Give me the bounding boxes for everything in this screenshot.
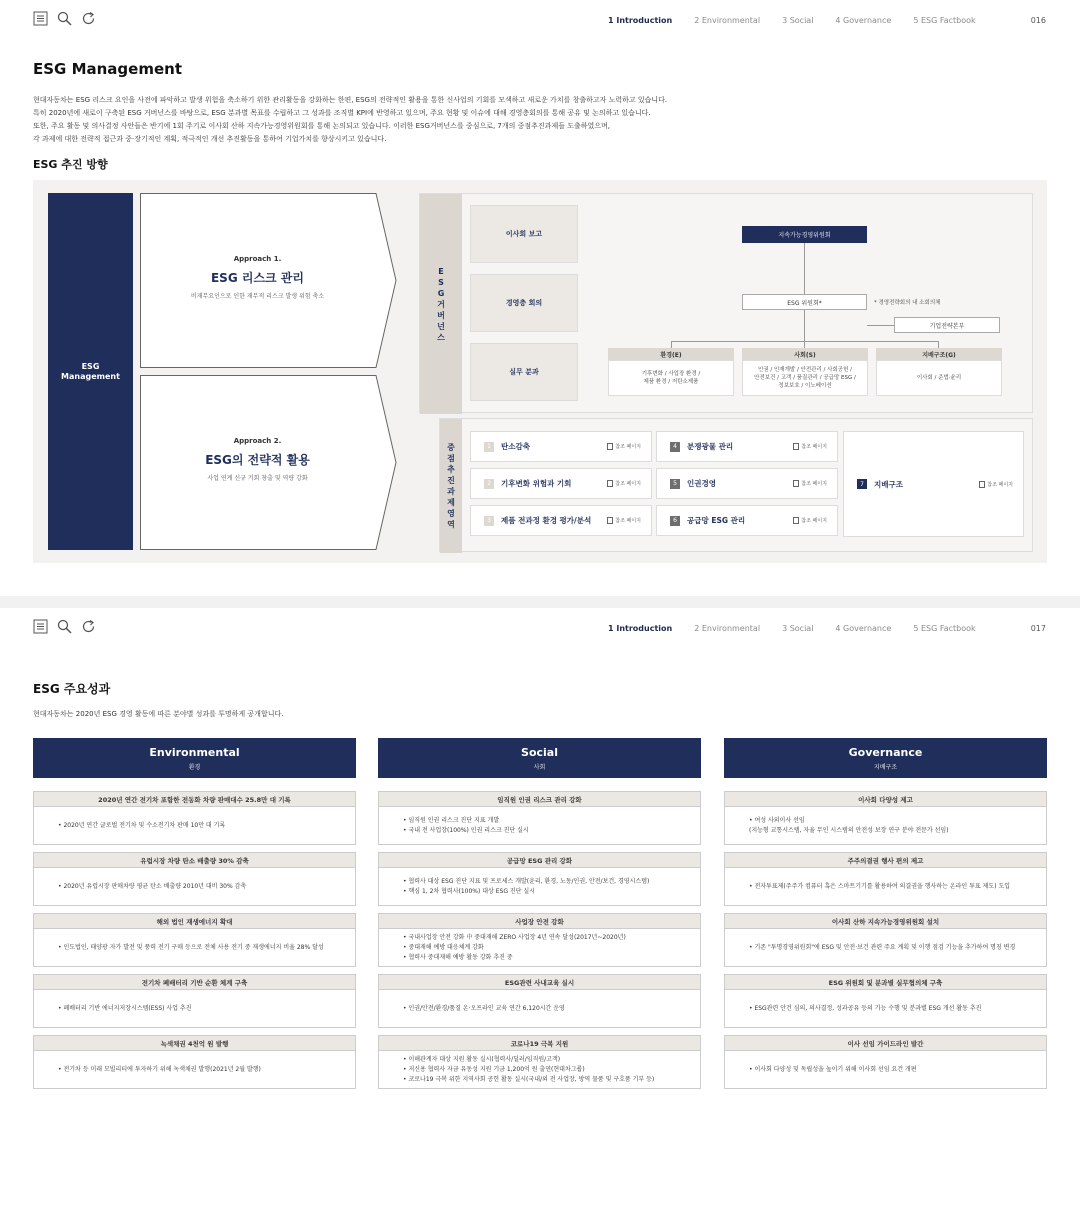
branch-line: 기후변화 / 사업장 환경 / xyxy=(641,371,701,377)
item-line: • 폐배터리 기반 에너지저장시스템(ESS) 사업 추진 xyxy=(58,1004,192,1012)
task-number: 2 xyxy=(484,479,494,489)
task-label: 분쟁광물 관리 xyxy=(687,442,734,451)
task-number: 4 xyxy=(670,442,680,452)
intro-line: 특히 2020년에 새로이 구축된 ESG 거버넌스를 바탕으로, ESG 분과별 목표를 수립하고 그 성과를 조직별 KPI에 반영하고 있으며, 주요 현황 및 이슈에 대해 경영층회의를 통해 공유 및 논의하고 있습니다. xyxy=(33,109,651,117)
key-task-3[interactable] xyxy=(470,505,652,536)
column-social xyxy=(378,738,701,1083)
branch-head: 지배구조(G) xyxy=(876,348,1002,360)
approach-subtitle: 비재무요인으로 인한 재무적 리스크 발생 위험 축소 xyxy=(190,293,325,300)
document-icon xyxy=(793,480,799,487)
toolbar xyxy=(33,11,96,26)
item-line: (지능형 교통시스템, 자율 무인 시스템의 안전성 보장 연구 분야 전문가 선임) xyxy=(749,826,949,834)
item-body xyxy=(34,1051,355,1088)
item-line: • 여성 사외이사 선임 xyxy=(749,816,805,824)
performance-item xyxy=(378,1035,701,1089)
task-number: 3 xyxy=(484,516,494,526)
item-body xyxy=(34,868,355,905)
item-heading: 이사회 다양성 제고 xyxy=(725,792,1046,807)
item-heading: 녹색채권 4천억 원 발행 xyxy=(34,1036,355,1051)
reference-page-link[interactable] xyxy=(793,517,827,524)
nav-social[interactable]: 3 Social xyxy=(782,16,814,25)
page-number: 016 xyxy=(1030,16,1046,25)
item-heading: ESG 위원회 및 분과별 실무협의체 구축 xyxy=(725,975,1046,990)
esg-committee-note: * 경영전략회의 내 소회의체 xyxy=(874,300,941,306)
item-body xyxy=(379,1051,700,1088)
reference-label: 참조 페이지 xyxy=(615,518,641,524)
item-body xyxy=(725,868,1046,905)
branch-social xyxy=(742,348,868,396)
reference-label: 참조 페이지 xyxy=(615,444,641,450)
search-icon[interactable] xyxy=(57,619,72,634)
item-line: • 인권/안전/환경/품질 온·오프라인 교육 연간 6,120시간 운영 xyxy=(403,1004,565,1012)
task-number: 7 xyxy=(857,479,867,489)
refresh-icon[interactable] xyxy=(81,619,96,634)
section-nav xyxy=(608,624,998,633)
toolbar xyxy=(33,619,96,634)
nav-governance[interactable]: 4 Governance xyxy=(835,16,892,25)
column-title: Social xyxy=(521,746,558,759)
esg-committee: ESG 위원회* xyxy=(742,294,867,310)
page-title: ESG 주요성과 xyxy=(33,682,111,696)
nav-environmental[interactable]: 2 Environmental xyxy=(694,16,761,25)
item-body xyxy=(725,990,1046,1027)
item-line: • 전자투표제(주주가 컴퓨터 혹은 스마트기기를 활용하여 의결권을 행사하는 온라인 투표 제도) 도입 xyxy=(749,882,1011,890)
column-title: Environmental xyxy=(149,746,240,759)
connector-line xyxy=(671,341,672,348)
task-label: 지배구조 xyxy=(874,479,903,489)
board-report-box: 이사회 보고 xyxy=(470,205,578,263)
item-heading: 사업장 안전 강화 xyxy=(379,914,700,929)
reference-label: 참조 페이지 xyxy=(801,518,827,524)
esg-direction-diagram xyxy=(33,180,1047,563)
performance-item xyxy=(724,1035,1047,1089)
menu-icon[interactable] xyxy=(33,11,48,26)
item-line: • 국내사업장 안전 강화 中 중대재해 ZERO 사업장 4년 연속 달성(2017년~2020년) xyxy=(403,933,626,941)
item-heading: 주주의결권 행사 편의 제고 xyxy=(725,853,1046,868)
corporate-strategy-division: 기업전략본부 xyxy=(894,317,1000,333)
item-line: • 이해관계자 대상 지원 활동 실시(협력사/딜러/임직원/고객) xyxy=(403,1055,561,1063)
governance-strip xyxy=(420,194,462,414)
approach-label: Approach 1. xyxy=(233,255,282,263)
sustainability-committee: 지속가능경영위원회 xyxy=(742,226,867,243)
task-number: 6 xyxy=(670,516,680,526)
key-tasks-strip xyxy=(440,419,462,553)
reference-page-link[interactable] xyxy=(793,443,827,450)
item-heading: 임직원 인권 리스크 관리 강화 xyxy=(379,792,700,807)
performance-item xyxy=(724,913,1047,967)
branch-environment xyxy=(608,348,734,396)
branch-line: 이사회 / 준법·윤리 xyxy=(916,375,962,381)
item-line: • 기존 "투명경영위원회"에 ESG 및 안전·보건 관련 주요 계획 및 이행 점검 기능을 추가하여 명칭 변경 xyxy=(749,943,1016,951)
item-line: • 2020년 유럽시장 판매차량 평균 탄소 배출량 2010년 대비 30% 감축 xyxy=(58,882,247,890)
nav-social[interactable]: 3 Social xyxy=(782,624,814,633)
column-governance xyxy=(724,738,1047,1073)
section-nav xyxy=(608,16,998,25)
item-heading: 이사 선임 가이드라인 발간 xyxy=(725,1036,1046,1051)
branch-line: 정보보호 / 이노베이션 xyxy=(778,383,832,389)
page-divider xyxy=(0,596,1080,608)
task-number: 5 xyxy=(670,479,680,489)
nav-introduction[interactable]: 1 Introduction xyxy=(608,624,673,633)
item-heading: 코로나19 극복 지원 xyxy=(379,1036,700,1051)
nav-governance[interactable]: 4 Governance xyxy=(835,624,892,633)
performance-item xyxy=(33,913,356,967)
reference-page-link[interactable] xyxy=(607,480,641,487)
performance-item xyxy=(724,852,1047,906)
top-navigation xyxy=(0,608,1080,648)
performance-item xyxy=(33,1035,356,1089)
document-icon xyxy=(607,517,613,524)
item-heading: 전기차 폐배터리 기반 순환 체계 구축 xyxy=(34,975,355,990)
approach-1 xyxy=(140,193,400,368)
page-016 xyxy=(0,0,1080,596)
performance-item xyxy=(378,974,701,1028)
key-task-4[interactable] xyxy=(656,431,838,462)
section-title: ESG 추진 방향 xyxy=(33,158,108,171)
intro-text xyxy=(33,94,733,146)
item-body xyxy=(379,868,700,905)
branch-body xyxy=(742,360,868,396)
task-label: 공급망 ESG 관리 xyxy=(687,516,746,525)
governance-strip-label: ESG거버넌스 xyxy=(437,266,445,342)
performance-item xyxy=(378,913,701,967)
item-body xyxy=(725,807,1046,844)
column-header xyxy=(33,738,356,778)
branch-line: 인권 / 인재개발 / 안전관리 / 사회공헌 / xyxy=(757,367,853,373)
connector-line xyxy=(867,325,894,326)
reference-page-link[interactable] xyxy=(607,443,641,450)
reference-page-link[interactable] xyxy=(607,517,641,524)
key-tasks-strip-label: 중점추진과제영역 xyxy=(447,443,455,529)
esg-management-label: ESG Management xyxy=(61,361,120,381)
task-label: 기후변화 위험과 기회 xyxy=(501,479,572,488)
page-title: ESG Management xyxy=(33,60,182,78)
item-body xyxy=(34,990,355,1027)
connector-line xyxy=(804,341,805,348)
document-icon xyxy=(979,481,985,488)
nav-esg-factbook[interactable]: 5 ESG Factbook xyxy=(913,16,976,25)
branch-governance xyxy=(876,348,1002,396)
intro-line: 각 과제에 대한 전략적 접근과 중·장기적인 계획, 적극적인 개선 추진활동을 통하여 기업가치를 향상시키고 있습니다. xyxy=(33,135,387,143)
approach-2 xyxy=(140,375,400,550)
task-number: 1 xyxy=(484,442,494,452)
key-tasks-panel xyxy=(439,418,1033,552)
branch-body xyxy=(876,360,1002,396)
approach-title: ESG 리스크 관리 xyxy=(210,271,304,285)
item-line: • 협력사 중대재해 예방 활동 강화 추진 중 xyxy=(403,953,513,961)
reference-label: 참조 페이지 xyxy=(615,481,641,487)
column-environmental xyxy=(33,738,356,1073)
esg-management-box xyxy=(48,193,133,550)
intro-line: 또한, 주요 활동 및 의사결정 사안들은 반기에 1회 주기로 이사회 산하 지속가능경영위원회를 통해 논의되고 있습니다. 이러한 ESG거버넌스를 중심으로, 7개의 중점추진과제들 도출하였으며, xyxy=(33,122,610,130)
item-line: • 2020년 연간 글로벌 전기차 및 수소전기차 판매 10만 대 기록 xyxy=(58,821,226,829)
item-heading: 유럽시장 차량 탄소 배출량 30% 감축 xyxy=(34,853,355,868)
performance-item xyxy=(378,791,701,845)
key-task-5[interactable] xyxy=(656,468,838,499)
document-icon xyxy=(607,443,613,450)
item-line: • 핵심 1, 2차 협력사(100%) 대상 ESG 진단 실시 xyxy=(403,887,535,895)
item-line: • 국내 전 사업장(100%) 인권 리스크 진단 실시 xyxy=(403,826,529,834)
item-heading: 이사회 산하 지속가능경영위원회 설치 xyxy=(725,914,1046,929)
branch-body xyxy=(608,360,734,396)
reference-label: 참조 페이지 xyxy=(987,481,1013,488)
key-task-2[interactable] xyxy=(470,468,652,499)
item-line: • 임직원 인권 리스크 진단 지표 개발 xyxy=(403,816,500,824)
performance-item xyxy=(724,974,1047,1028)
connector-line xyxy=(804,243,805,294)
esg-governance-panel xyxy=(419,193,1033,413)
task-label: 제품 전과정 환경 평가/분석 xyxy=(501,516,592,525)
item-line: • 이사회 다양성 및 독립성을 높이기 위해 이사회 선임 요건 개편 xyxy=(749,1065,917,1073)
search-icon[interactable] xyxy=(57,11,72,26)
connector-line xyxy=(938,341,939,348)
item-line: • 인도법인, 태양광 자가 발전 및 풍력 전기 구매 등으로 전체 사용 전기 중 재생에너지 비율 28% 달성 xyxy=(58,943,324,951)
column-subtitle: 환경 xyxy=(188,764,201,771)
top-navigation xyxy=(0,0,1080,40)
approach-title: ESG의 전략적 활용 xyxy=(205,453,310,467)
nav-esg-factbook[interactable]: 5 ESG Factbook xyxy=(913,624,976,633)
column-subtitle: 지배구조 xyxy=(873,764,898,771)
branch-line: 안전보건 / 고객 / 품질관리 / 공급망 ESG / xyxy=(754,375,856,381)
item-body xyxy=(379,990,700,1027)
performance-item xyxy=(724,791,1047,845)
key-task-6[interactable] xyxy=(656,505,838,536)
performance-item xyxy=(33,974,356,1028)
task-label: 인권경영 xyxy=(687,479,716,488)
item-heading: 2020년 연간 전기차 포함한 전동화 차량 판매대수 25.8만 대 기록 xyxy=(34,792,355,807)
refresh-icon[interactable] xyxy=(81,11,96,26)
item-body xyxy=(725,1051,1046,1088)
item-body xyxy=(379,929,700,966)
key-task-1[interactable] xyxy=(470,431,652,462)
reference-page-link[interactable] xyxy=(979,481,1013,488)
item-body xyxy=(34,929,355,966)
column-title: Governance xyxy=(848,746,923,759)
task-label: 탄소감축 xyxy=(501,442,530,451)
reference-label: 참조 페이지 xyxy=(801,444,827,450)
menu-icon[interactable] xyxy=(33,619,48,634)
item-heading: 공급망 ESG 관리 강화 xyxy=(379,853,700,868)
key-task-7[interactable] xyxy=(843,431,1024,537)
page-017 xyxy=(0,608,1080,1205)
approach-subtitle: 사업 연계 신규 기회 창출 및 역량 강화 xyxy=(207,475,308,482)
item-line: • 코로나19 극복 위한 지역사회 공헌 활동 실시(국내/외 전 사업장, 방역 물품 및 구호품 기부 등) xyxy=(403,1075,655,1083)
item-body xyxy=(34,807,355,844)
approach-label: Approach 2. xyxy=(233,437,282,445)
intro-text: 현대자동차는 2020년 ESG 경영 활동에 따른 분야별 성과를 투명하게 공개합니다. xyxy=(33,710,284,718)
connector-line xyxy=(804,310,805,341)
item-heading: ESG관련 사내교육 실시 xyxy=(379,975,700,990)
column-subtitle: 사회 xyxy=(533,764,546,771)
branch-head: 환경(E) xyxy=(608,348,734,360)
document-icon xyxy=(793,517,799,524)
intro-line: 현대자동차는 ESG 리스크 요인을 사전에 파악하고 발생 위험을 축소하기 위한 관리활동을 강화하는 한편, ESG의 전략적인 활용을 통한 신사업의 기회를 모색하고 새로운 가치를 창출하고자 노력하고 있습니다. xyxy=(33,96,668,104)
page-number: 017 xyxy=(1030,624,1046,633)
column-header xyxy=(378,738,701,778)
nav-introduction[interactable]: 1 Introduction xyxy=(608,16,673,25)
performance-item xyxy=(33,791,356,845)
executive-meeting-box: 경영층 회의 xyxy=(470,274,578,332)
branch-head: 사회(S) xyxy=(742,348,868,360)
item-line: • ESG관련 안건 심의, 의사결정, 성과공유 등의 기능 수행 및 분과별 ESG 개선 활동 추진 xyxy=(749,1004,982,1012)
item-body xyxy=(725,929,1046,966)
column-header xyxy=(724,738,1047,778)
reference-page-link[interactable] xyxy=(793,480,827,487)
performance-item xyxy=(378,852,701,906)
item-heading: 해외 법인 재생에너지 확대 xyxy=(34,914,355,929)
item-line: • 저신용 협력사 자금 유동성 지원 기금 1,200억 원 출연(현대차그룹) xyxy=(403,1065,585,1073)
item-line: • 중대재해 예방 대응체계 강화 xyxy=(403,943,484,951)
nav-environmental[interactable]: 2 Environmental xyxy=(694,624,761,633)
reference-label: 참조 페이지 xyxy=(801,481,827,487)
working-group-box: 실무 분과 xyxy=(470,343,578,401)
document-icon xyxy=(607,480,613,487)
item-line: • 협력사 대상 ESG 진단 지표 및 프로세스 개발(윤리, 환경, 노동/인권, 안전/보건, 경영시스템) xyxy=(403,877,650,885)
document-icon xyxy=(793,443,799,450)
branch-line: 제품 환경 / 저탄소제품 xyxy=(643,379,699,385)
performance-item xyxy=(33,852,356,906)
item-line: • 전기차 등 미래 모빌리티에 투자하기 위해 녹색채권 발행(2021년 2월 발행) xyxy=(58,1065,261,1073)
item-body xyxy=(379,807,700,844)
